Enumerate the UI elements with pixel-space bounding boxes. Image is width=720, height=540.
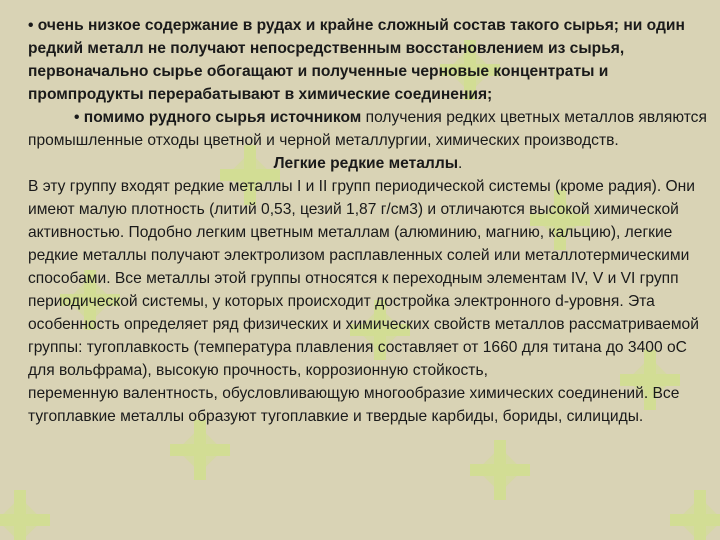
section-heading-text: Легкие редкие металлы <box>273 155 459 172</box>
bullet-other-sources-rest: получения редких цветных металлов являются промышленные отходы цветной и черной металлургии, химических производств. <box>28 109 707 149</box>
section-heading <box>28 152 708 175</box>
body-paragraph-2: переменную валентность, обусловливающую многообразие химических соединений. Все тугоплавкие металлы образуют тугоплавкие и твердые карбиды, бориды, силициды. <box>28 385 680 425</box>
slide-text <box>28 14 708 428</box>
bullet-ore-content: • очень низкое содержание в рудах и крайне сложный состав такого сырья; ни один редкий металл не получают непосредственным восстановлением из сырья, первоначально сырье обогащают и полученные черновые концентраты и промпродукты перерабатывают в химические соединения; <box>28 17 685 103</box>
section-heading-dot: . <box>458 155 463 172</box>
bullet-other-sources <box>28 106 708 152</box>
bullet-other-sources-bold: • помимо рудного сырья источником <box>74 109 362 126</box>
body-paragraph-1: В эту группу входят редкие металлы I и II групп периодической системы (кроме радия). Они имеют малую плотность (литий 0,53, цезий 1,87 г/см3) и отличаются высокой химической активностью. Подобно легким цветным металлам (алюминию, магнию, кальцию), легкие редкие металлы получают электролизом расплавленных солей или металлотермическими способами. Все металлы этой группы относятся к переходным элементам IV, V и VI групп периодической системы, у которых происходит достройка электронного d-уровня. Эта особенность определяет ряд физических и химических свойств металлов рассматриваемой группы: тугоплавкость (температура плавления составляет от 1660 для титана до 3400 оС для вольфрама), высокую прочность, коррозионную стойкость, <box>28 178 699 379</box>
